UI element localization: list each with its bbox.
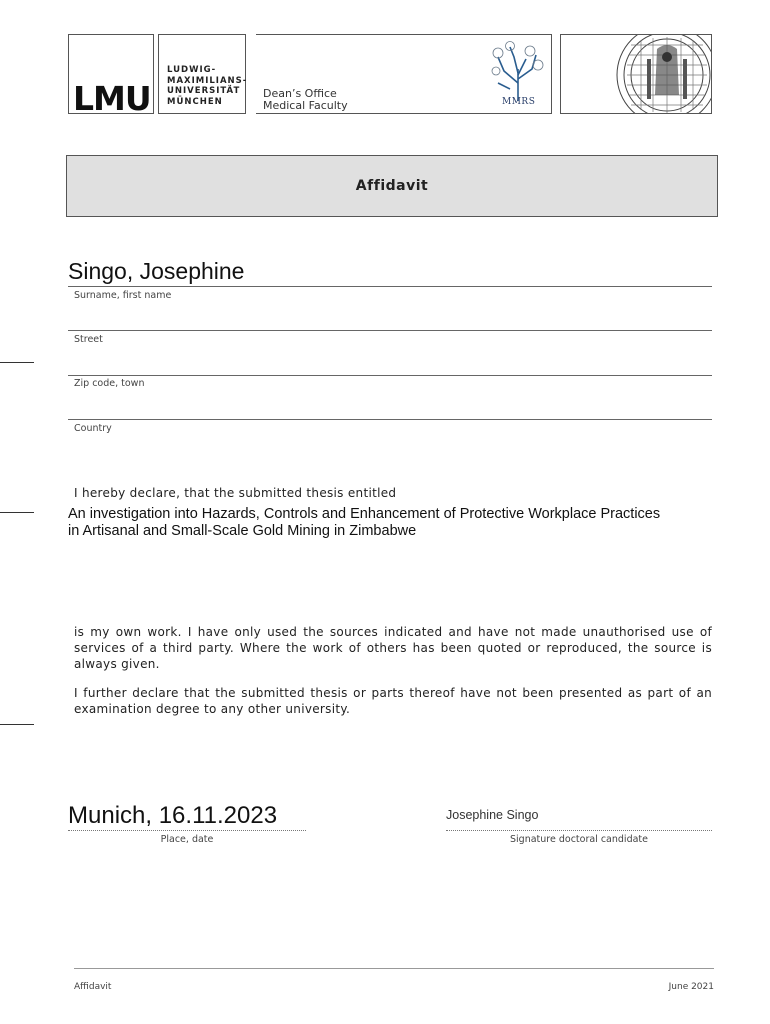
place-date-label: Place, date xyxy=(160,834,214,845)
zip-line xyxy=(68,375,712,376)
university-name-line: UNIVERSITÄT xyxy=(167,86,241,96)
university-seal xyxy=(561,35,712,114)
university-name-line: LUDWIG- xyxy=(167,65,217,75)
street-line xyxy=(68,330,712,331)
declaration-paragraph-1: is my own work. I have only used the sources indicated and have not made unauthorised use of services of a third party. Where the work of others has been quoted or reproduced, the source is always given. xyxy=(74,625,712,671)
thesis-title-line: in Artisanal and Small-Scale Gold Mining in Zimbabwe xyxy=(68,523,417,539)
office-box xyxy=(256,34,552,114)
footer-line xyxy=(74,968,714,969)
mmrs-logo-text: MMRS xyxy=(502,97,536,107)
signature-label: Signature doctoral candidate xyxy=(510,834,648,845)
office-name xyxy=(263,88,348,112)
office-line: Dean’s Office xyxy=(263,87,337,100)
university-name xyxy=(167,65,247,107)
page-title: Affidavit xyxy=(355,178,429,194)
thesis-title-line: An investigation into Hazards, Controls and Enhancement of Protective Workplace Practices xyxy=(68,506,661,522)
footer-left: Affidavit xyxy=(74,982,112,992)
country-label: Country xyxy=(74,423,112,434)
lmu-logo-box xyxy=(68,34,154,118)
country-line xyxy=(68,419,712,420)
margin-tick xyxy=(0,512,34,513)
place-date-line xyxy=(68,830,306,831)
footer-right: June 2021 xyxy=(668,982,714,992)
declaration-paragraph-2: I further declare that the submitted thesis or parts thereof have not been presented as part of an examination degree to any other university. xyxy=(74,686,712,716)
name-line xyxy=(68,286,712,287)
thesis-title xyxy=(68,506,718,540)
name-value: Singo, Josephine xyxy=(68,258,245,284)
place-date-value: Munich, 16.11.2023 xyxy=(68,802,278,829)
street-label: Street xyxy=(74,334,103,345)
signature-line xyxy=(446,830,712,831)
lmu-logo: LMU xyxy=(73,79,151,118)
office-line: Medical Faculty xyxy=(263,99,348,112)
name-label: Surname, first name xyxy=(74,290,172,301)
margin-tick xyxy=(0,362,34,363)
margin-tick xyxy=(0,724,34,725)
signature-value: Josephine Singo xyxy=(446,808,539,822)
university-name-box xyxy=(158,34,246,114)
university-name-line: MÜNCHEN xyxy=(167,96,223,107)
declaration-intro: I hereby declare, that the submitted thesis entitled xyxy=(74,486,397,500)
seal-box xyxy=(560,34,712,114)
title-bar xyxy=(66,155,718,217)
university-name-line: MAXIMILIANS- xyxy=(167,75,248,86)
zip-label: Zip code, town xyxy=(74,378,145,389)
